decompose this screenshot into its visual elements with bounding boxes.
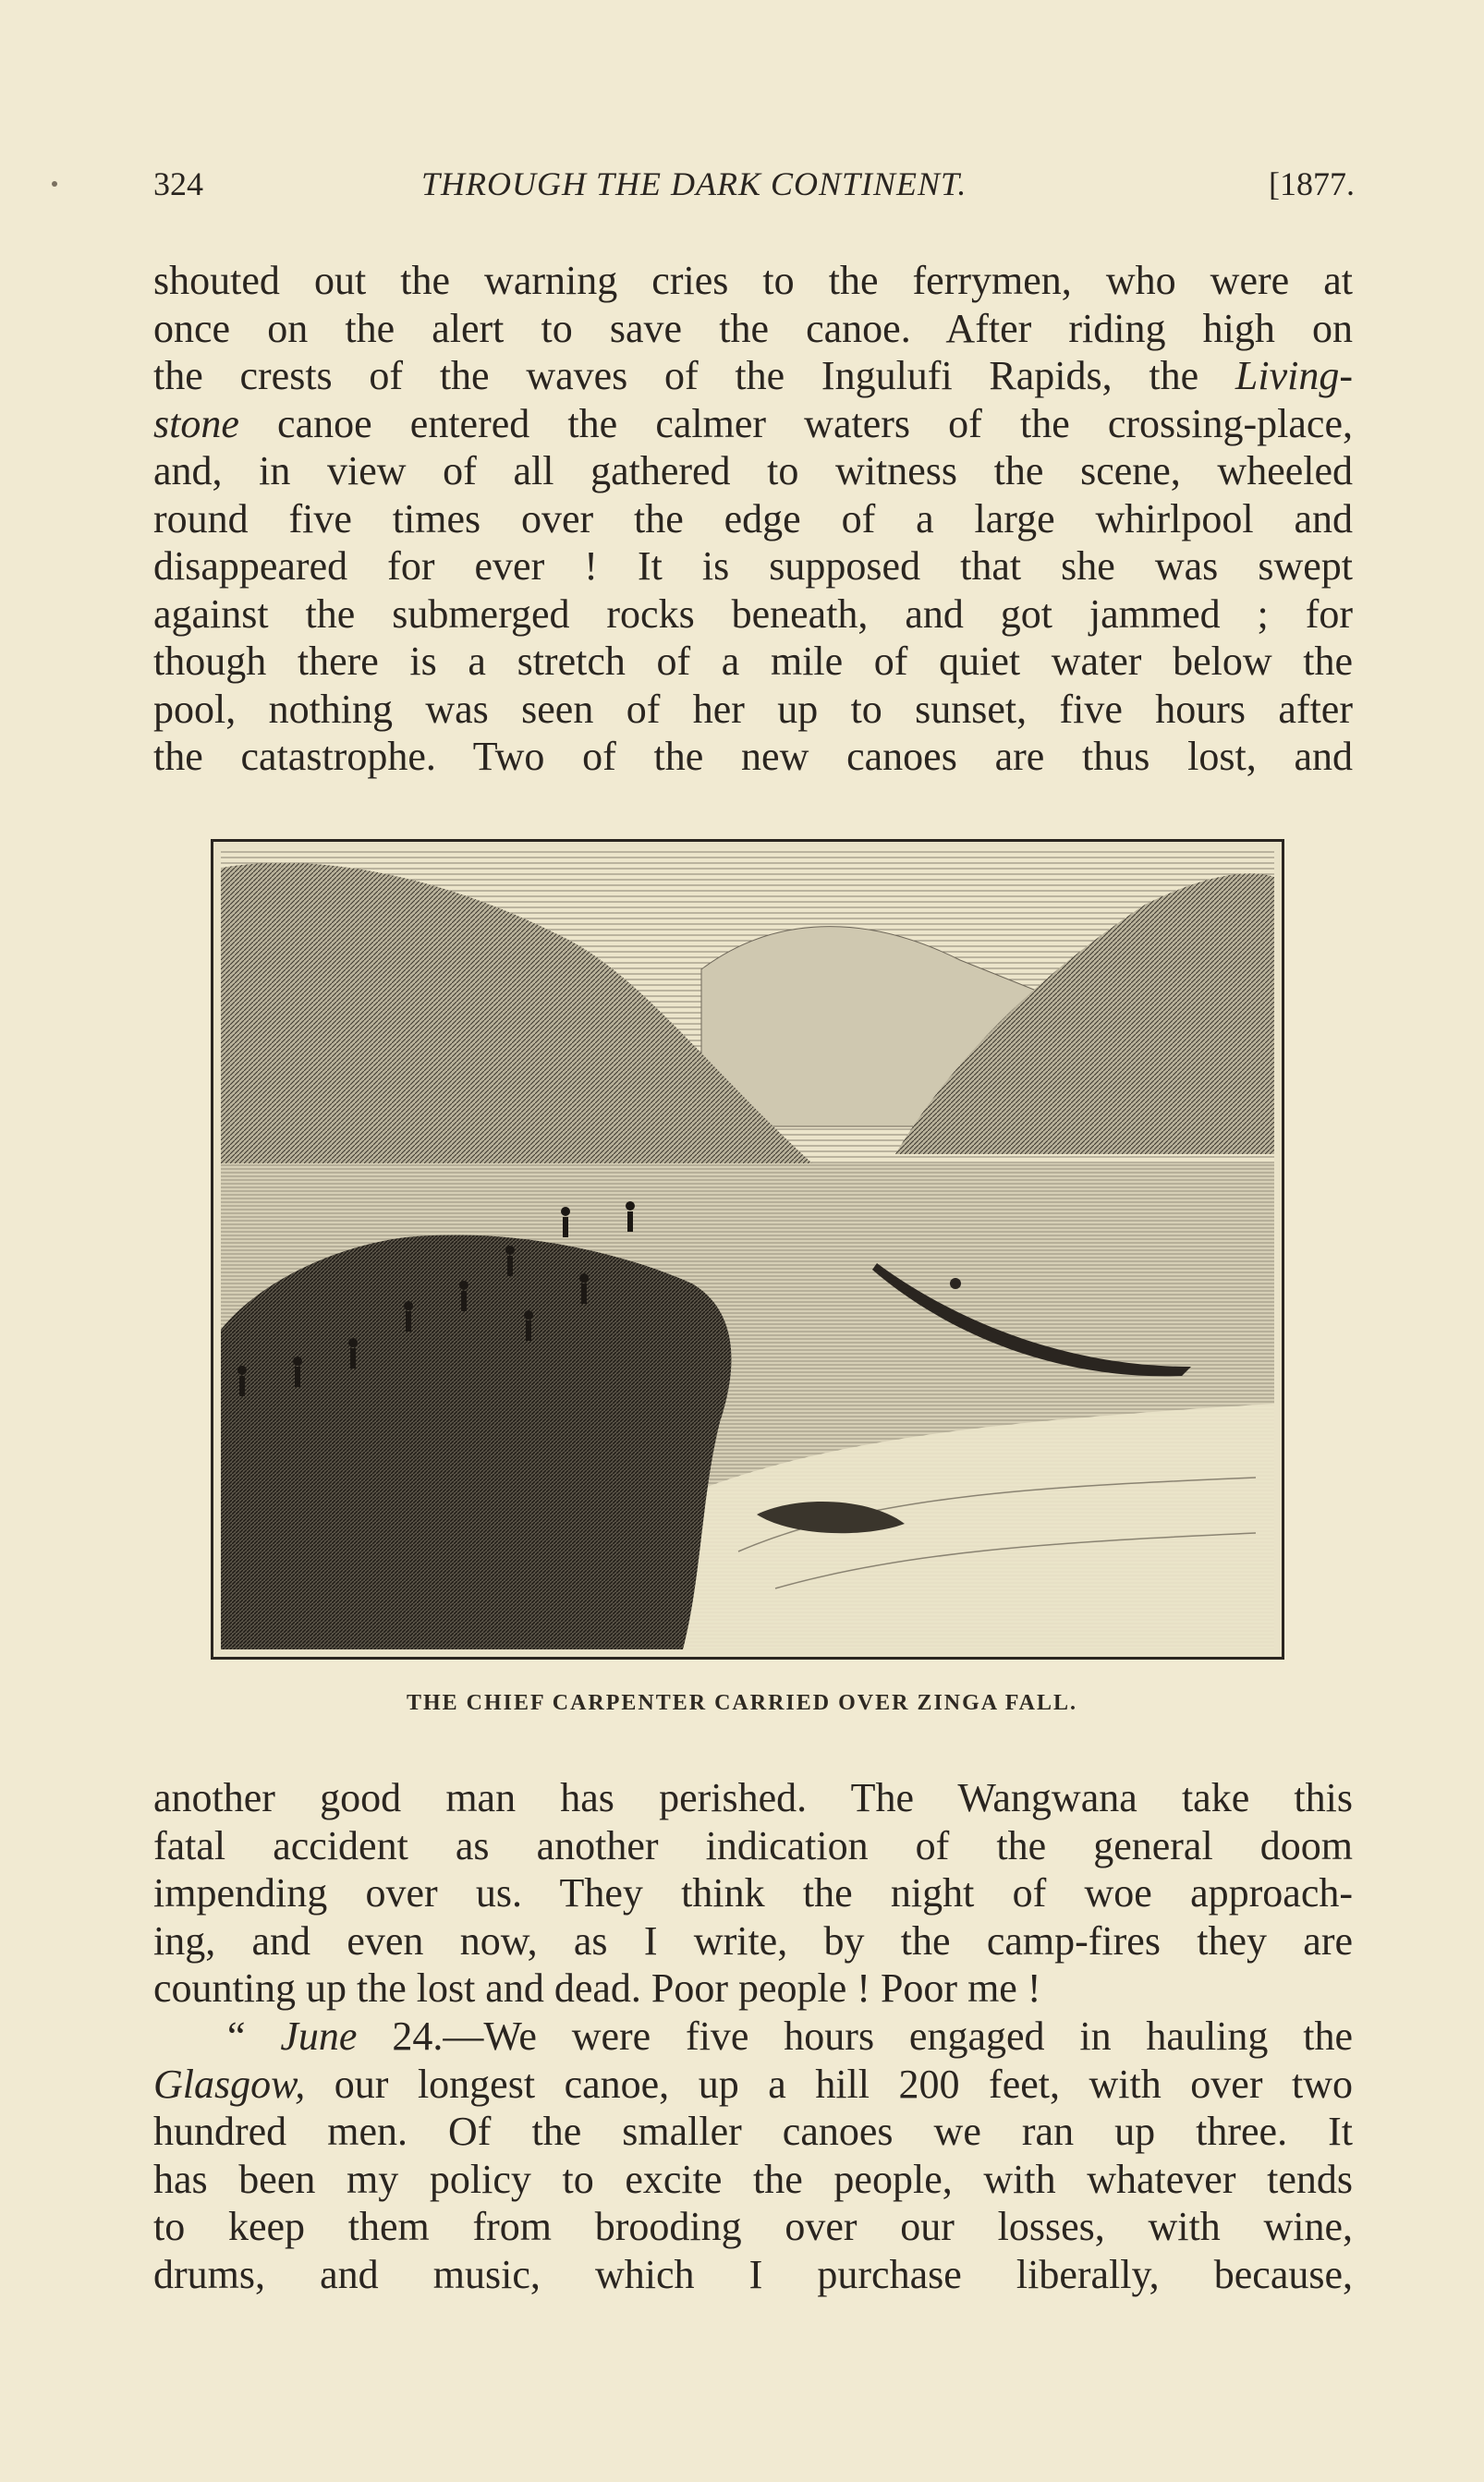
page-number: 324 bbox=[153, 165, 203, 202]
text-line: ing, and even now, as I write, by the camp-fires they are bbox=[153, 1917, 1353, 1964]
text-segment: 24.—We were five hours engaged in hauling the bbox=[392, 2014, 1354, 2059]
text-line: to keep them from brooding over our losses, with wine, bbox=[153, 2204, 1353, 2249]
text-line: fatal accident as another indication of the general doom bbox=[153, 1822, 1353, 1868]
paragraph-bottom bbox=[153, 1774, 1353, 2013]
text-line bbox=[153, 400, 1353, 448]
text-line: shouted out the warning cries to the ferrymen, who were at bbox=[153, 258, 1353, 303]
running-header bbox=[153, 164, 1355, 211]
text-line: and, in view of all gathered to witness the scene, wheeled bbox=[153, 448, 1353, 493]
text-line: once on the alert to save the canoe. After riding high on bbox=[153, 305, 1353, 351]
margin-speck bbox=[52, 181, 57, 187]
header-year: [1877. bbox=[1269, 165, 1355, 202]
text-segment: the crests of the waves of the Ingulufi Rapids, the bbox=[153, 353, 1199, 398]
text-line: counting up the lost and dead. Poor people ! Poor me ! bbox=[153, 1965, 1041, 2011]
text-segment: canoe entered the calmer waters of the crossing-place, bbox=[277, 400, 1353, 446]
running-title: THROUGH THE DARK CONTINENT. bbox=[421, 165, 967, 202]
text-line: hundred men. Of the smaller canoes we ran up three. It bbox=[153, 2109, 1353, 2154]
italic-date: June bbox=[280, 2014, 358, 2059]
italic-living: Living- bbox=[1235, 353, 1354, 398]
paragraph-june bbox=[153, 2013, 1353, 2298]
text-line: pool, nothing was seen of her up to sunset, five hours after bbox=[153, 686, 1353, 732]
text-line: against the submerged rocks beneath, and got jammed ; for bbox=[153, 590, 1353, 637]
engraving-illustration bbox=[221, 849, 1274, 1649]
open-quote: “ bbox=[227, 2014, 246, 2059]
text-line bbox=[153, 2013, 1353, 2061]
paragraph-top bbox=[153, 257, 1353, 781]
text-line: the catastrophe. Two of the new canoes are thus lost, and bbox=[153, 734, 1353, 779]
text-segment: our longest canoe, up a hill 200 feet, with over two bbox=[334, 2061, 1354, 2107]
text-line: though there is a stretch of a mile of quiet water below the bbox=[153, 639, 1353, 684]
text-line: round five times over the edge of a large whirlpool and bbox=[153, 495, 1353, 541]
text-line: disappeared for ever ! It is supposed that she was swept bbox=[153, 543, 1353, 589]
italic-stone: stone bbox=[153, 400, 239, 446]
text-line bbox=[153, 352, 1353, 400]
text-line: drums, and music, which I purchase liberally, because, bbox=[153, 2251, 1353, 2297]
engraving-figure bbox=[211, 839, 1284, 1660]
text-line bbox=[153, 2061, 1353, 2109]
figure-caption: THE CHIEF CARPENTER CARRIED OVER ZINGA FALL. bbox=[406, 1691, 1078, 1715]
italic-glasgow: Glasgow, bbox=[153, 2061, 306, 2107]
text-line: impending over us. They think the night of woe approach- bbox=[153, 1870, 1353, 1916]
text-line: another good man has perished. The Wangwana take this bbox=[153, 1775, 1353, 1820]
text-line: has been my policy to excite the people, with whatever tends bbox=[153, 2156, 1353, 2202]
